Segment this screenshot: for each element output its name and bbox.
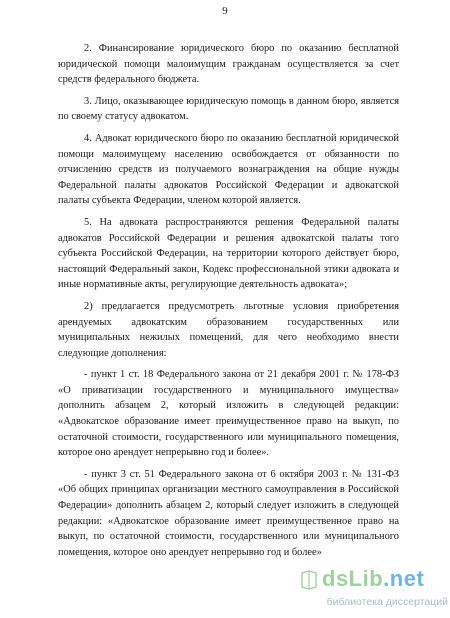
page-number: 9 (222, 5, 228, 17)
book-icon (300, 570, 318, 590)
paragraph-proposal: 2) предлагается предусмотреть льготные условия приобретения арендуемых адвокатским образованием государственных или муниципальных нежилых помещений, для чего необходимо внести следующие дополнения: (58, 300, 399, 359)
document-body (58, 41, 399, 566)
watermark (300, 566, 448, 614)
watermark-logo-main: dsLib (322, 566, 384, 591)
watermark-logo-suffix: .net (383, 566, 425, 591)
paragraph-law-131: - пункт 3 ст. 51 Федерального закона от 6 октября 2003 г. № 131-ФЗ «Об общих принципах организации местного самоуправления в Российской Федерации» дополнить абзацем 2, который следует изложить в следующей редакции: «Адвокатское образование имеет преимущественное право на выкуп, по остаточной стоимости, государственного или муниципального помещения, которое оно арендует непрерывно год и более» (58, 468, 399, 558)
paragraph-exemption: 4. Адвокат юридического бюро по оказанию бесплатной юридической помощи малоимущему населению освобождается от обязанности по отчислению средств из получаемого вознаграждения на общие нужды Федеральной палаты адвокатов Российской Федерации и адвокатской палаты субъекта Федерации, членом которой является. (58, 132, 399, 207)
paragraph-law-178: - пункт 1 ст. 18 Федерального закона от 21 декабря 2001 г. № 178-ФЗ «О приватизации государственного и муниципального имущества» дополнить абзацем 2, который изложить в следующей редакции: «Адвокатское образование имеет преимущественное право на выкуп, по остаточной стоимости, государственного или муниципального помещения, которое оно арендует непрерывно год и более». (58, 369, 399, 459)
watermark-logo (322, 566, 424, 592)
paragraph-financing: 2. Финансирование юридического бюро по оказанию бесплатной юридической помощи малоимущим гражданам осуществляется за счет средств федерального бюджета. (58, 43, 399, 86)
watermark-caption: библиотека диссертаций (326, 596, 448, 608)
paragraph-decisions: 5. На адвоката распространяются решения Федеральной палаты адвокатов Российской Федерации и решения адвокатской палаты того субъекта Российской Федерации, на территории которого действует бюро, настоящий Федеральный закон, Кодекс профессиональной этики адвоката и иные нормативные акты, регулирующие деятельность адвоката»; (58, 216, 399, 291)
paragraph-status: 3. Лицо, оказывающее юридическую помощь в данном бюро, является по своему статусу адвокатом. (58, 95, 399, 123)
